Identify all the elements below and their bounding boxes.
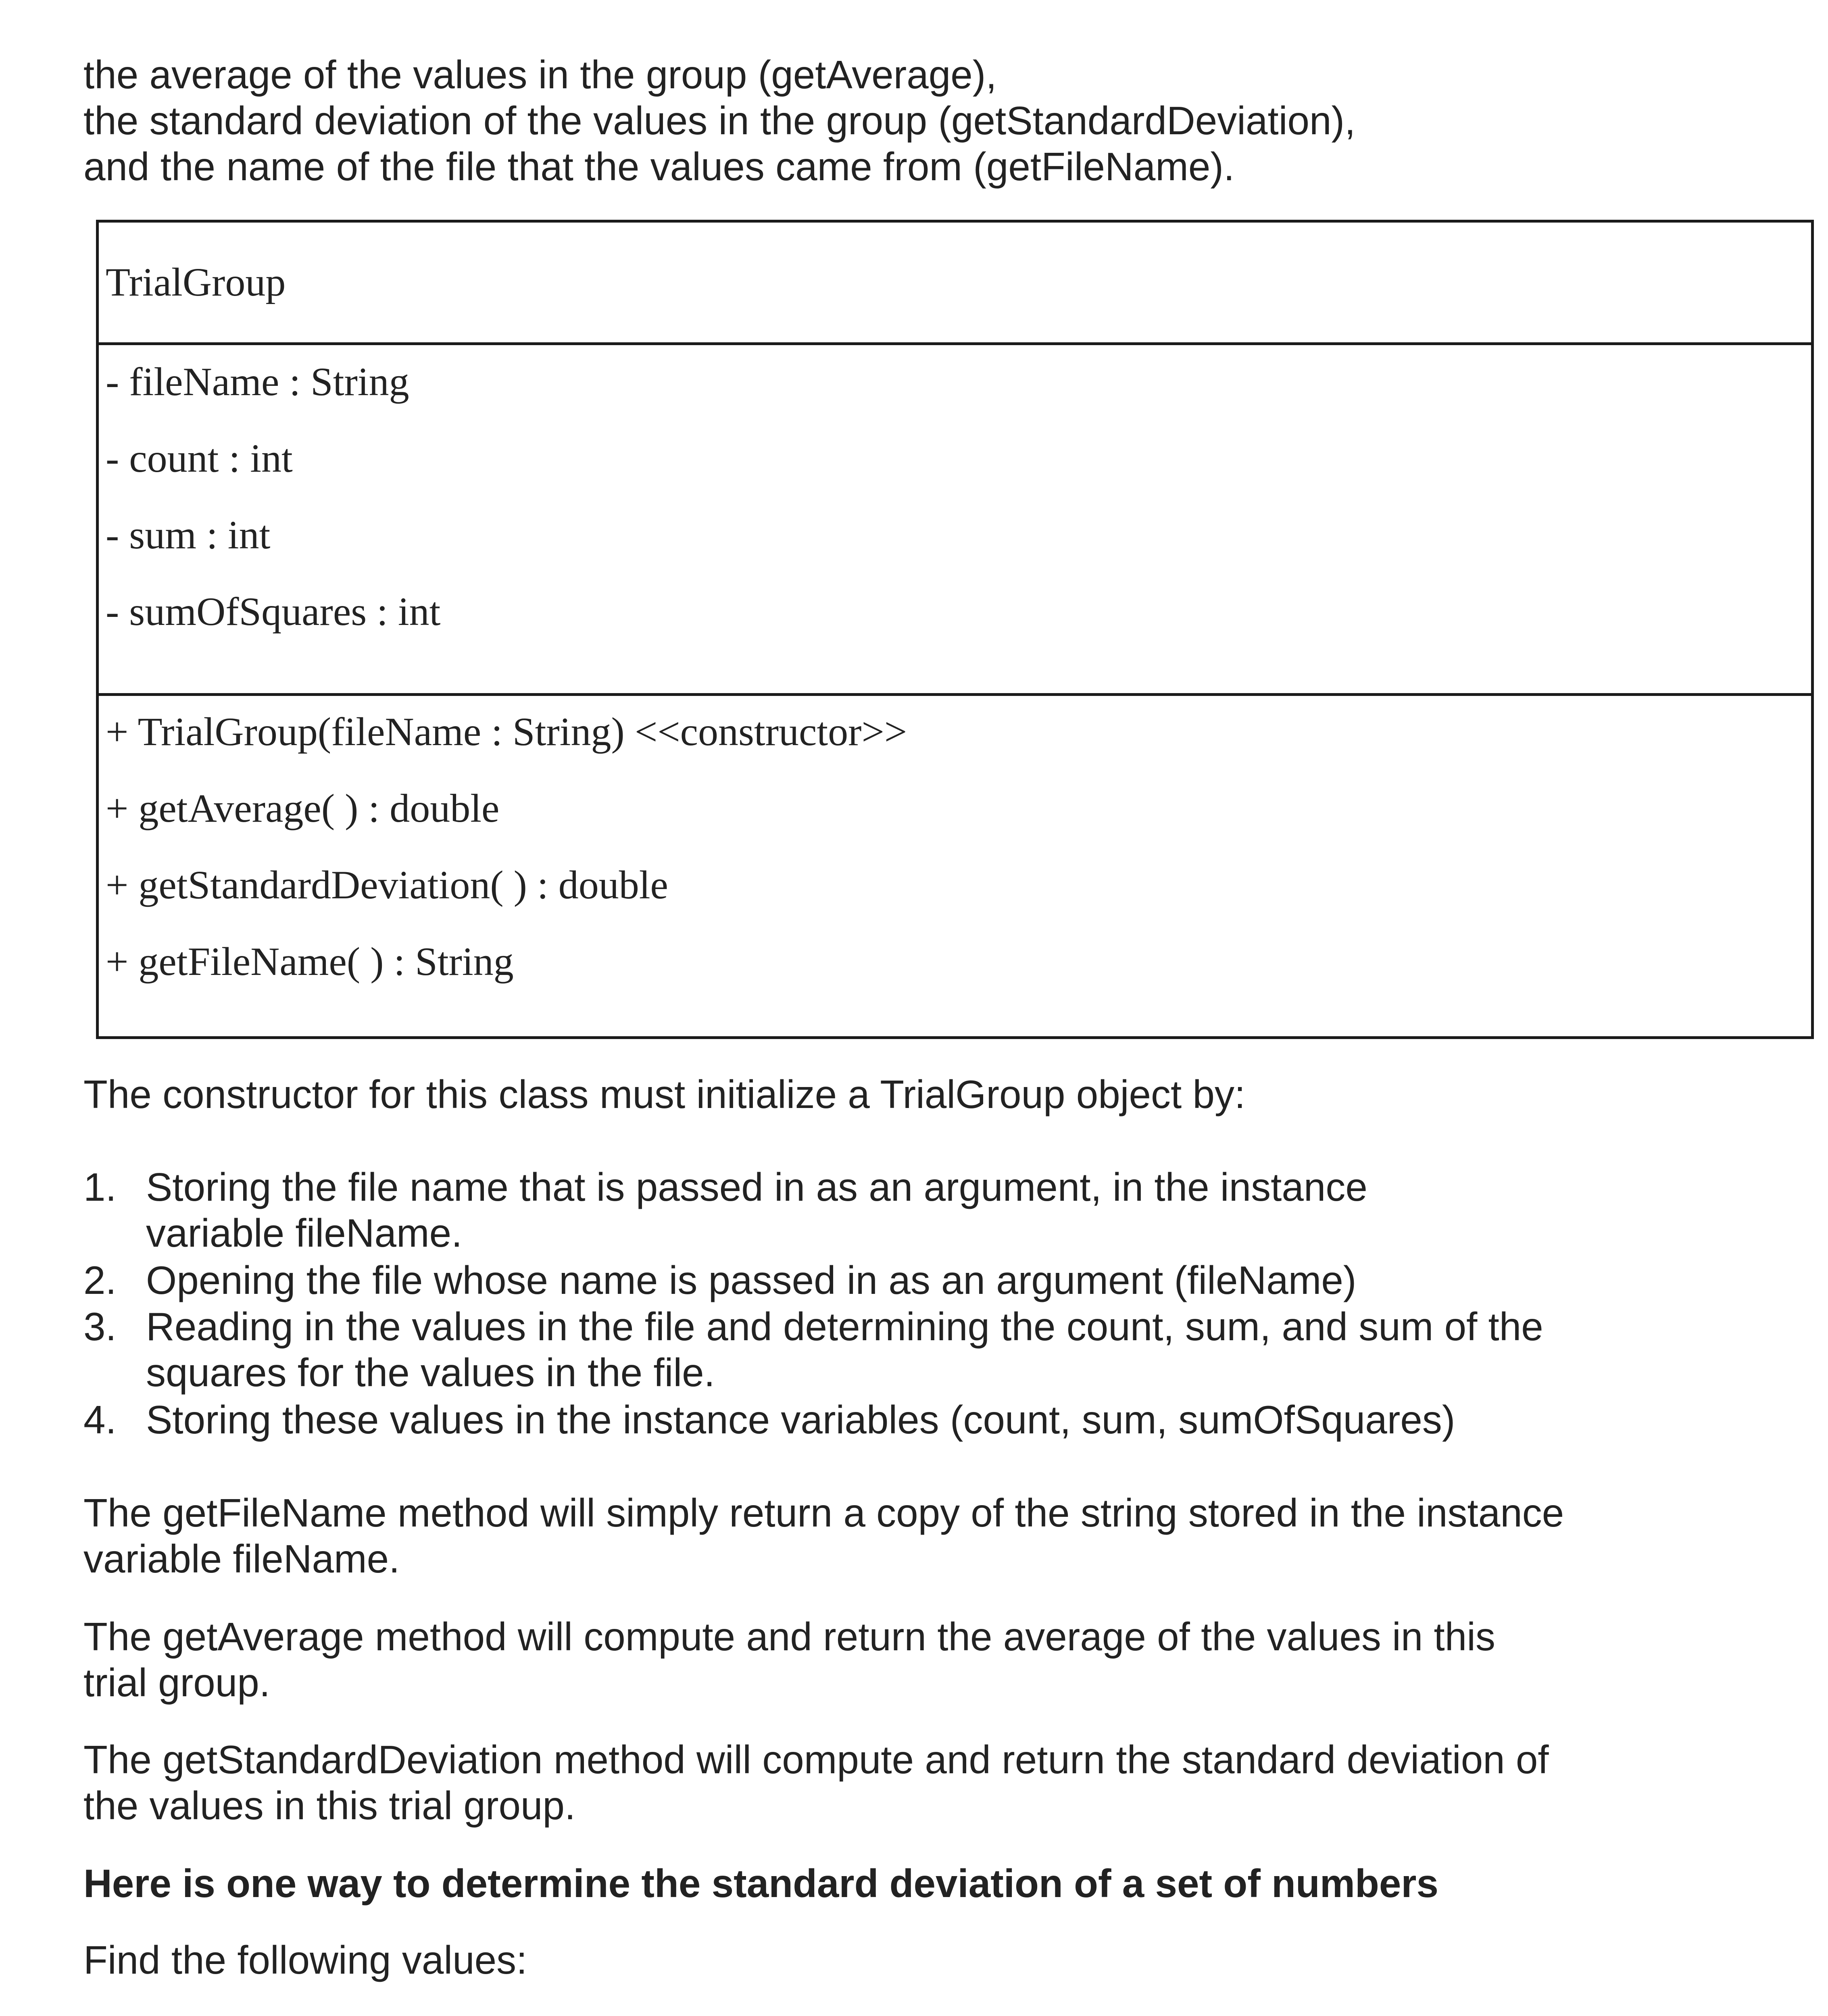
uml-attributes-section [99,342,1811,696]
paragraph-get-file-name: The getFileName method will simply return a copy of the string stored in the instance [83,1491,1564,1535]
paragraph-get-average: trial group. [83,1660,271,1705]
uml-class-name-section [99,223,1811,345]
uml-method: + TrialGroup(fileName : String) <<constructor>> [106,709,907,754]
uml-attribute: - sum : int [106,512,271,557]
step-text: Storing the file name that is passed in as an argument, in the instance [146,1165,1367,1209]
intro-line-1: the average of the values in the group (getAverage), [83,52,997,97]
paragraph-get-std-dev: the values in this trial group. [83,1783,576,1828]
step-text: Reading in the values in the file and determining the count, sum, and sum of the [146,1304,1543,1349]
step-text: Opening the file whose name is passed in as an argument (fileName) [146,1258,1357,1302]
uml-attribute: - count : int [106,436,293,481]
intro-line-2: the standard deviation of the values in the group (getStandardDeviation), [83,98,1356,143]
uml-class-name: TrialGroup [106,260,286,304]
uml-method: + getFileName( ) : String [106,939,514,984]
intro-line-3: and the name of the file that the values came from (getFileName). [83,144,1235,189]
step-text: Storing these values in the instance variables (count, sum, sumOfSquares) [146,1397,1455,1442]
step-number: 1. [83,1165,117,1209]
uml-attribute: - fileName : String [106,359,409,404]
uml-class-diagram [96,220,1814,1039]
step-number: 3. [83,1304,117,1349]
paragraph-get-std-dev: The getStandardDeviation method will compute and return the standard deviation of [83,1737,1549,1782]
section-heading: Here is one way to determine the standard deviation of a set of numbers [83,1861,1438,1906]
uml-method: + getAverage( ) : double [106,786,500,831]
step-number: 2. [83,1258,117,1302]
step-number: 4. [83,1397,117,1442]
step-text: variable fileName. [146,1211,463,1255]
step-text: squares for the values in the file. [146,1350,715,1395]
constructor-intro: The constructor for this class must initialize a TrialGroup object by: [83,1072,1246,1116]
find-values-text: Find the following values: [83,1938,527,1982]
paragraph-get-average: The getAverage method will compute and return the average of the values in this [83,1614,1496,1659]
paragraph-get-file-name: variable fileName. [83,1537,400,1581]
uml-method: + getStandardDeviation( ) : double [106,862,668,907]
uml-attribute: - sumOfSquares : int [106,589,441,634]
